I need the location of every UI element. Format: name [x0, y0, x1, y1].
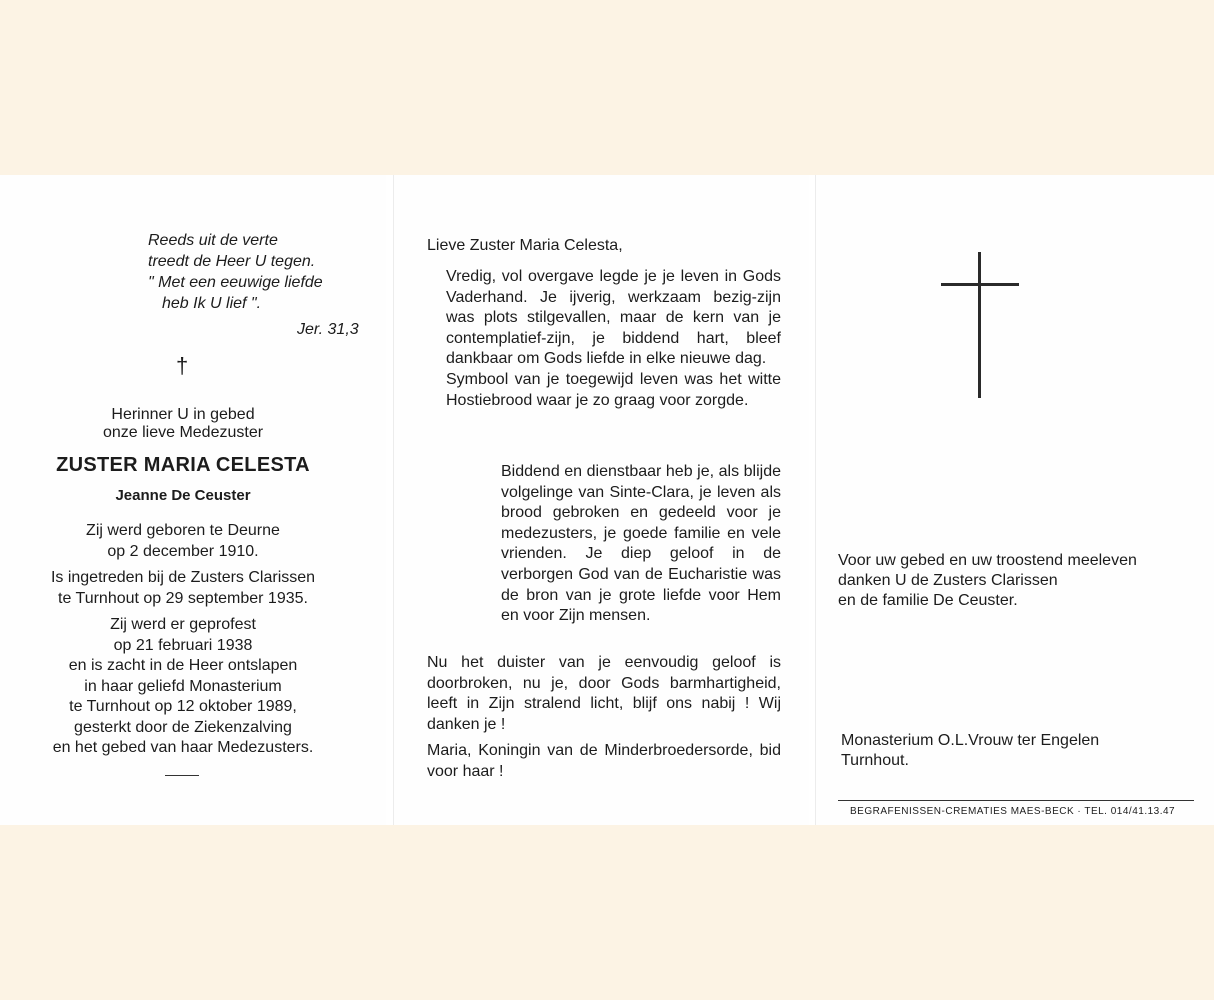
- paragraph-text: Symbool van je toegewijd leven was het witte Hostiebrood waar je zo graag voor zorgde.: [446, 370, 781, 409]
- monastery-line: Turnhout.: [841, 752, 909, 769]
- biography: [0, 521, 366, 759]
- cross-vertical-bar: [978, 252, 981, 398]
- bio-line: Zij werd geboren te Deurne: [86, 522, 280, 539]
- middle-panel: [393, 175, 809, 825]
- bio-line: op 21 februari 1938: [113, 636, 253, 654]
- monastery-signature: [841, 731, 1099, 771]
- paragraph-1: [446, 267, 781, 411]
- paragraph-2: [501, 462, 781, 627]
- paragraph-text: Nu het duister van je eenvoudig geloof is doorbroken, nu je, door Gods barmhartigheid, leeft in Zijn stralend licht, blijf ons nabij ! Wij danken je !: [427, 654, 781, 733]
- undertaker-credit: BEGRAFENISSEN-CREMATIES MAES-BECK · TEL. 014/41.13.47: [850, 806, 1176, 817]
- quote-line: " Met een eeuwige liefde: [148, 274, 323, 291]
- cross-icon: [941, 252, 1019, 398]
- bio-line: Zij werd er geprofest: [110, 616, 256, 633]
- remember-text: [0, 406, 366, 442]
- cross-horizontal-bar: [941, 283, 1019, 286]
- thanks-line: en de familie De Ceuster.: [838, 592, 1018, 609]
- left-panel: [0, 175, 386, 825]
- paragraph-text: Biddend en dienstbaar heb je, als blijde volgelinge van Sinte-Clara, je leven als brood gebroken en gedeeld voor je medezusters, je goede familie en vele vrienden. Je diep geloof in de verborgen God van de Eucharistie was de bron van je grote liefde voor Hem en voor Zijn mensen.: [501, 463, 781, 625]
- thanks-line: danken U de Zusters Clarissen: [838, 572, 1058, 589]
- deceased-name: ZUSTER MARIA CELESTA: [56, 454, 310, 476]
- civil-name: Jeanne De Ceuster: [115, 487, 251, 504]
- bio-line: gesterkt door de Ziekenzalving: [74, 718, 292, 736]
- monastery-line: Monasterium O.L.Vrouw ter Engelen: [841, 732, 1100, 749]
- memorial-card: [0, 175, 1214, 825]
- paragraph-3: [427, 653, 781, 735]
- thanks-text: [838, 551, 1137, 611]
- paragraph-text: Maria, Koningin van de Minderbroedersorde, bid voor haar !: [427, 742, 781, 780]
- bio-line: in haar geliefd Monasterium: [84, 677, 282, 695]
- bible-quote: [148, 230, 323, 314]
- paragraph-text: Vredig, vol overgave legde je je leven in Gods Vaderhand. Je ijverig, werkzaam bezig-zijn was plots stilgevallen, maar de kern van je contemplatief-zijn, je biddend hart, bleef dankbaar om Gods liefde in elke nieuwe dag.: [446, 268, 781, 368]
- thanks-line: Voor uw gebed en uw troostend meeleven: [838, 552, 1137, 569]
- paragraph-4: [427, 741, 781, 782]
- bio-line: en is zacht in de Heer ontslapen: [68, 657, 298, 674]
- bio-line: en het gebed van haar Medezusters.: [52, 739, 314, 756]
- footer-rule: [838, 800, 1194, 801]
- remember-line: onze lieve Medezuster: [102, 424, 264, 441]
- bio-line: Is ingetreden bij de Zusters Clarissen: [50, 569, 316, 586]
- cross-icon: †: [176, 353, 189, 378]
- bio-line: te Turnhout op 29 september 1935.: [58, 589, 308, 607]
- quote-line: treedt de Heer U tegen.: [148, 253, 316, 270]
- divider: [165, 775, 199, 776]
- quote-line: Reeds uit de verte: [148, 232, 278, 249]
- greeting: Lieve Zuster Maria Celesta,: [427, 237, 623, 254]
- bio-line: op 2 december 1910.: [107, 542, 259, 560]
- right-panel: [815, 175, 1214, 825]
- quote-line: heb Ik U lief ".: [162, 295, 262, 312]
- remember-line: Herinner U in gebed: [111, 406, 255, 423]
- bio-line: te Turnhout op 12 oktober 1989,: [69, 698, 297, 715]
- quote-reference: Jer. 31,3: [297, 321, 359, 338]
